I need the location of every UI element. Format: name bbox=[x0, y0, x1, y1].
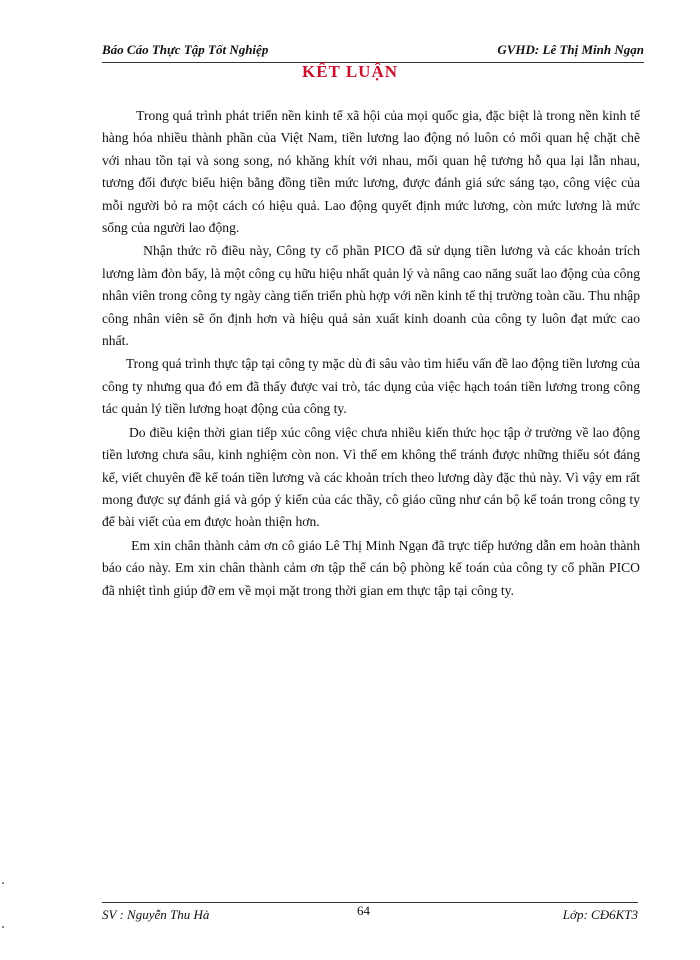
page-number: 64 bbox=[357, 903, 370, 918]
student-name: SV : Nguyễn Thu Hà bbox=[102, 907, 210, 922]
paragraph-1: Trong quá trình phát triển nền kinh tế xã hội của mọi quốc gia, đặc biệt là trong nền kinh tế hàng hóa nhiều thành phần của Việt Nam, tiền lương lao động nó luôn có mối quan hệ chặt chẽ với nhau tồn tại và song song, nó khăng khít với nhau, mối quan hệ tương hỗ qua lại lẫn nhau, tương đối được biểu hiện bằng đồng tiền mức lương, được đánh giá sức sáng tạo, công việc của mỗi người bỏ ra một cách có hiệu quả. Lao động quyết định mức lương, còn mức lương là mức sống của người lao động. bbox=[102, 108, 640, 236]
page-footer bbox=[102, 902, 638, 923]
paragraph-5: Em xin chân thành cảm ơn cô giáo Lê Thị Minh Ngạn đã trực tiếp hướng dẫn em hoàn thành báo cáo này. Em xin chân thành cảm ơn tập thể cán bộ phòng kế toán của công ty cổ phần PICO đã nhiệt tình giúp đỡ em về mọi mặt trong thời gian em thực tập tại công ty. bbox=[102, 537, 640, 598]
supervisor-name: GVHD: Lê Thị Minh Ngạn bbox=[497, 42, 644, 57]
paragraph-3: Trong quá trình thực tập tại công ty mặc dù đi sâu vào tìm hiểu vấn đề lao động tiền lương của công ty nhưng qua đó em đã thấy được vai trò, tác dụng của việc hạch toán tiền lương trong công tác quản lý tiền lương hoạt động của công ty. bbox=[102, 356, 640, 417]
paragraph-4: Do điều kiện thời gian tiếp xúc công việc chưa nhiều kiến thức học tập ở trường về lao động tiền lương chưa sâu, kinh nghiệm còn non. Vì thế em không thể tránh được những thiếu sót đáng kể, viết chuyên đề kế toán tiền lương và các khoản trích theo lương dày đặc thủ này. Vì vậy em rất mong được sự đánh giá và góp ý kiến của các thầy, cô giáo cũng như cán bộ kế toán trong công ty để bài viết của em được hoàn thiện hơn. bbox=[102, 424, 640, 530]
report-title: Báo Cáo Thực Tập Tốt Nghiệp bbox=[102, 42, 269, 57]
scan-artifact bbox=[2, 926, 4, 928]
page-title: KẾT LUẬN bbox=[301, 62, 398, 81]
paragraph-2: Nhận thức rõ điều này, Công ty cổ phần PICO đã sử dụng tiền lương và các khoản trích lương làm đòn bẩy, là một công cụ hữu hiệu nhất quản lý và nâng cao năng suất lao động của công nhân viên trong công ty ngày càng tiến triển phù hợp với nền kinh tế thị trường toàn cầu. Thu nhập công nhân viên sẽ ổn định hơn và hiệu quả sản xuất kinh doanh của công ty luôn đạt mức cao nhất. bbox=[102, 243, 640, 349]
class-code: Lớp: CĐ6KT3 bbox=[562, 907, 638, 922]
page-header bbox=[102, 42, 644, 63]
conclusion-body bbox=[102, 105, 640, 603]
scan-artifact bbox=[2, 882, 4, 884]
